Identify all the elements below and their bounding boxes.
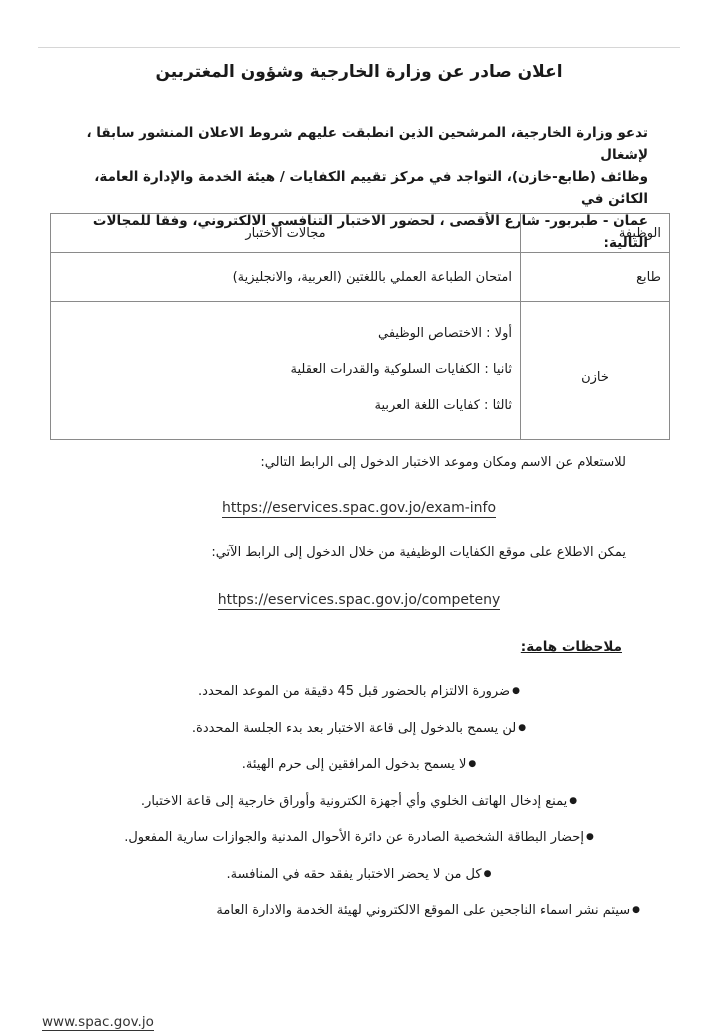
job-cell: خازن [521, 302, 670, 440]
field-item: ثانيا : الكفايات السلوكية والقدرات العقلية [290, 361, 512, 377]
exam-fields-table [50, 213, 670, 440]
intro-line: تدعو وزارة الخارجية، المرشحين الذين انطبقت عليهم شروط الاعلان المنشور سابقا ، لإشغال [86, 125, 648, 163]
note-item: ● كل من لا يحضر الاختبار يفقد حقه في المنافسة. [38, 867, 680, 904]
fields-cell: امتحان الطباعة العملي باللغتين (العربية، والانجليزية) [51, 253, 521, 302]
announcement-page [38, 48, 680, 1030]
spac-website-link[interactable]: www.spac.gov.jo [42, 1014, 154, 1030]
table-row [51, 302, 670, 440]
fields-cell [51, 302, 521, 440]
note-item: ● يمنع إدخال الهاتف الخلوي وأي أجهزة الكترونية وأوراق خارجية إلى قاعة الاختبار. [38, 794, 680, 831]
table-header-row [51, 214, 670, 253]
field-item: ثالثا : كفايات اللغة العربية [374, 397, 512, 413]
exam-info-link-row [38, 500, 680, 516]
field-item: أولا : الاختصاص الوظيفي [378, 325, 512, 341]
note-item: ● لن يسمح بالدخول إلى قاعة الاختبار بعد بدء الجلسة المحددة. [38, 721, 680, 758]
exam-info-link[interactable]: https://eservices.spac.gov.jo/exam-info [221, 500, 497, 516]
job-cell: طابع [521, 253, 670, 302]
notes-heading: ملاحظات هامة: [520, 639, 622, 655]
competency-link-row [38, 592, 680, 608]
inquiry-text: للاستعلام عن الاسم ومكان وموعد الاختبار الدخول إلى الرابط التالي: [260, 455, 626, 470]
competency-link[interactable]: https://eservices.spac.gov.jo/competeny [217, 592, 501, 608]
note-item: ● ضرورة الالتزام بالحضور قبل 45 دقيقة من الموعد المحدد. [38, 684, 680, 721]
note-item: ● إحضار البطاقة الشخصية الصادرة عن دائرة الأحوال المدنية والجوازات سارية المفعول. [38, 830, 680, 867]
fields-column-header: مجالات الاختبار [51, 214, 521, 253]
competency-text: يمكن الاطلاع على موقع الكفايات الوظيفية من خلال الدخول إلى الرابط الآتي: [211, 545, 626, 560]
intro-line: وظائف (طابع-خازن)، التواجد في مركز تقييم الكفايات / هيئة الخدمة والإدارة العامة، الكائن في [94, 169, 648, 207]
note-item: ● لا يسمح بدخول المرافقين إلى حرم الهيئة. [38, 757, 680, 794]
notes-list [38, 684, 680, 940]
intro-line: عمان - طبربور- شارع الأقصى ، لحضور الاختبار التنافسي الالكتروني، وفقا للمجالات التالية: [92, 213, 648, 251]
note-item: ● سيتم نشر اسماء الناجحين على الموقع الالكتروني لهيئة الخدمة والادارة العامة [38, 903, 680, 940]
table-row [51, 253, 670, 302]
page-title: اعلان صادر عن وزارة الخارجية وشؤون المغتربين [155, 62, 563, 82]
job-column-header: الوظيفة [521, 214, 670, 253]
